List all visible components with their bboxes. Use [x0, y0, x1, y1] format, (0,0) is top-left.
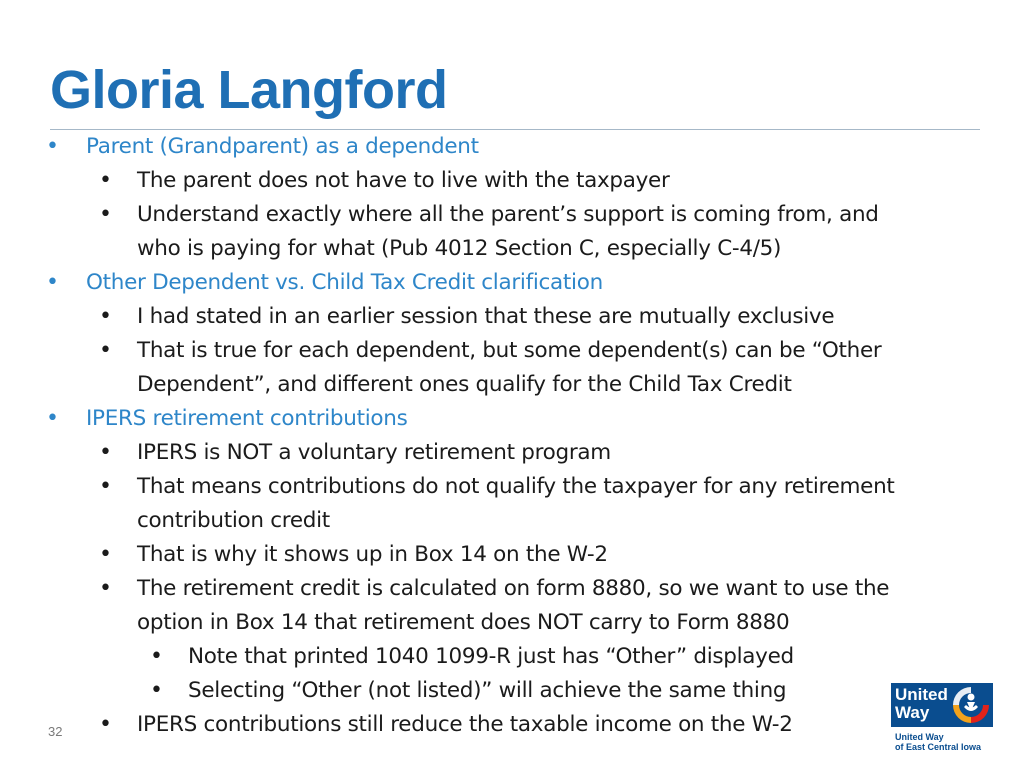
bullet-icon: • — [99, 712, 112, 737]
list-item — [0, 572, 1024, 606]
list-item-text: option in Box 14 that retirement does NOT carry to Form 8880 — [137, 610, 790, 635]
list-item-text: Understand exactly where all the parent’s support is coming from, and — [137, 202, 879, 227]
list-item-text: who is paying for what (Pub 4012 Section C, especially C-4/5) — [137, 236, 782, 261]
slide-number: 32 — [48, 724, 63, 739]
list-item-text: contribution credit — [137, 508, 330, 533]
bullet-icon: • — [99, 440, 112, 465]
list-item-text: Note that printed 1040 1099-R just has “Other” displayed — [188, 644, 794, 669]
list-item — [0, 300, 1024, 334]
list-item-text: Other Dependent vs. Child Tax Credit clarification — [86, 270, 603, 295]
logo-caption-line1: United Way — [895, 732, 944, 742]
list-item-text: IPERS retirement contributions — [86, 406, 408, 431]
list-item — [0, 504, 1024, 538]
list-item — [0, 368, 1024, 402]
logo-word-united: United — [895, 685, 948, 704]
bullet-icon: • — [99, 576, 112, 601]
list-item-text: That is why it shows up in Box 14 on the W-2 — [137, 542, 608, 567]
list-item — [0, 198, 1024, 232]
logo-caption-line2: of East Central Iowa — [895, 742, 982, 752]
bullet-list — [0, 130, 1024, 742]
list-item-text: IPERS is NOT a voluntary retirement program — [137, 440, 611, 465]
list-item — [0, 232, 1024, 266]
bullet-icon: • — [99, 304, 112, 329]
list-item — [0, 538, 1024, 572]
united-way-hand-icon — [951, 685, 991, 725]
list-item-text: Parent (Grandparent) as a dependent — [86, 134, 479, 159]
list-item — [0, 402, 1024, 436]
list-item — [0, 334, 1024, 368]
bullet-icon: • — [46, 406, 59, 431]
list-item — [0, 266, 1024, 300]
list-item-text: Dependent”, and different ones qualify for the Child Tax Credit — [137, 372, 792, 397]
bullet-icon: • — [46, 270, 59, 295]
list-item-text: The parent does not have to live with the taxpayer — [137, 168, 670, 193]
logo-word-way: Way — [895, 703, 930, 722]
bullet-icon: • — [99, 474, 112, 499]
list-item — [0, 674, 1024, 708]
list-item-text: Selecting “Other (not listed)” will achieve the same thing — [188, 678, 787, 703]
list-item-text: IPERS contributions still reduce the taxable income on the W-2 — [137, 712, 793, 737]
list-item — [0, 164, 1024, 198]
list-item — [0, 470, 1024, 504]
list-item — [0, 436, 1024, 470]
list-item-text: That is true for each dependent, but some dependent(s) can be “Other — [137, 338, 882, 363]
list-item — [0, 130, 1024, 164]
list-item — [0, 640, 1024, 674]
logo-box — [891, 683, 993, 727]
list-item — [0, 708, 1024, 742]
united-way-logo — [891, 683, 993, 755]
bullet-icon: • — [99, 542, 112, 567]
list-item-text: That means contributions do not qualify the taxpayer for any retirement — [137, 474, 895, 499]
bullet-icon: • — [99, 168, 112, 193]
bullet-icon: • — [99, 338, 112, 363]
slide-title: Gloria Langford — [50, 60, 448, 120]
list-item — [0, 606, 1024, 640]
list-item-text: I had stated in an earlier session that these are mutually exclusive — [137, 304, 835, 329]
bullet-icon: • — [150, 678, 163, 703]
bullet-icon: • — [99, 202, 112, 227]
list-item-text: The retirement credit is calculated on form 8880, so we want to use the — [137, 576, 890, 601]
bullet-icon: • — [46, 134, 59, 159]
bullet-icon: • — [150, 644, 163, 669]
